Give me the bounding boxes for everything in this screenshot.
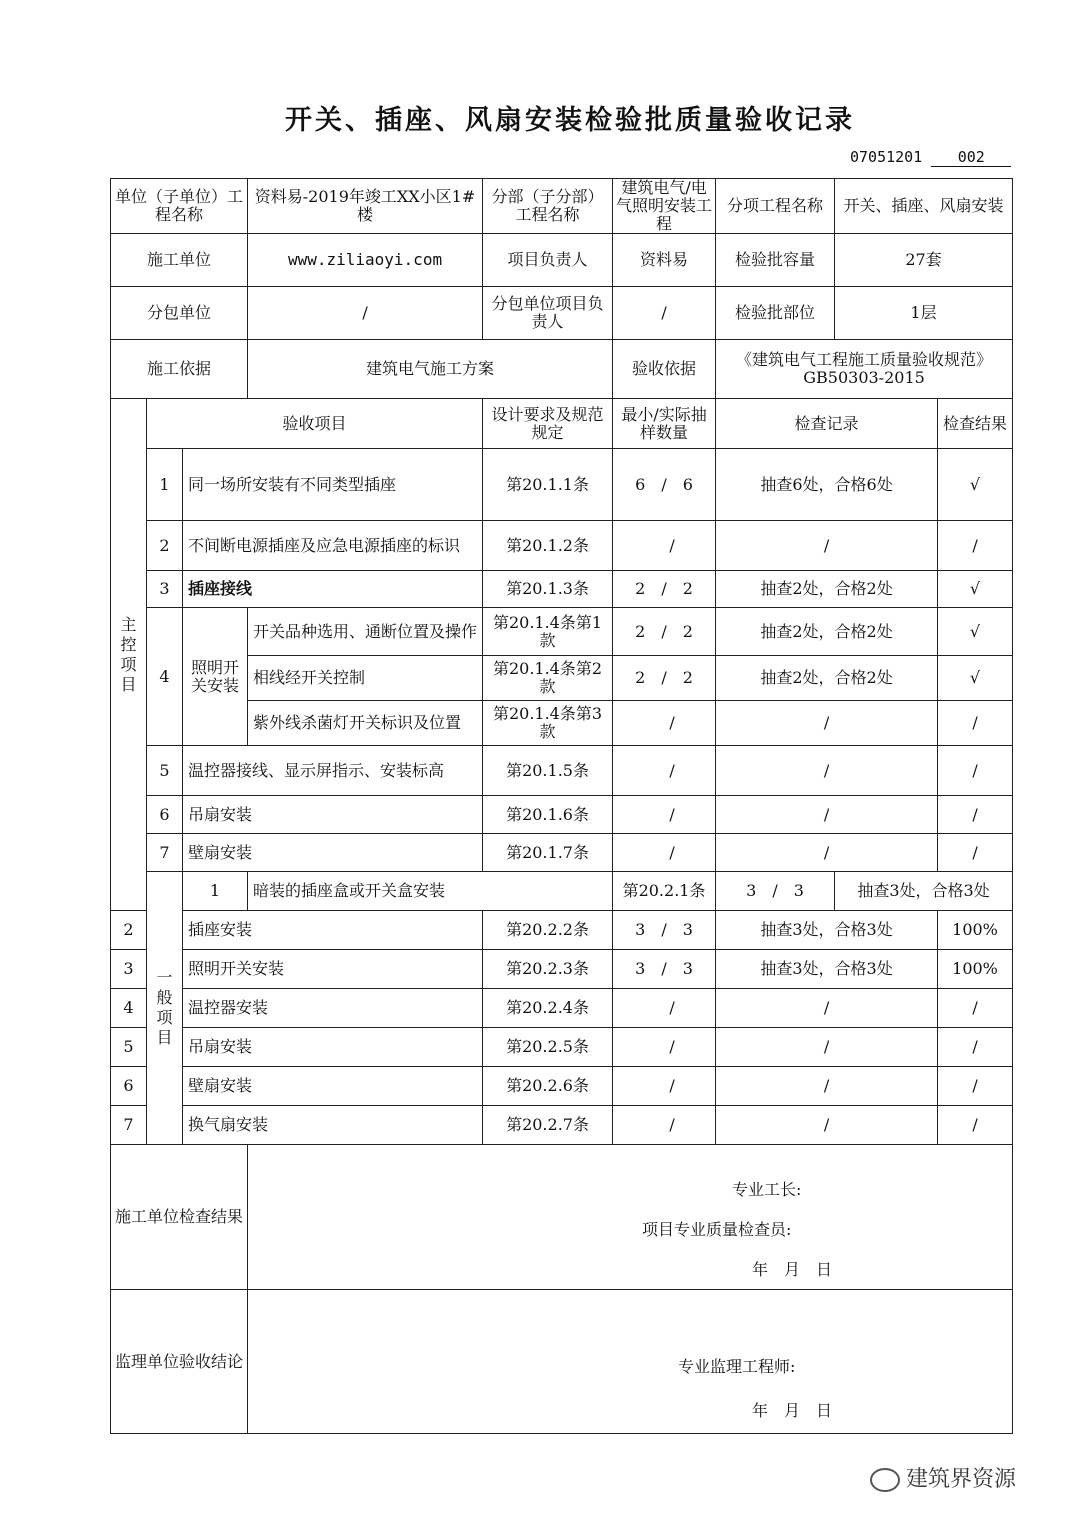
row-item-name: 吊扇安装 — [183, 796, 483, 834]
row-sample — [613, 608, 716, 656]
row-spec: 第20.1.4条第3款 — [483, 701, 613, 746]
contractor-value: www.ziliaoyi.com — [248, 234, 483, 287]
subdivision-value: 建筑电气/电气照明安装工程 — [613, 179, 716, 234]
sample-sep: / — [669, 760, 675, 780]
table-row — [111, 449, 1013, 521]
row-subitem-name: 开关品种选用、通断位置及操作 — [248, 608, 483, 656]
doc-serial: 002 — [931, 148, 1011, 167]
table-row — [111, 1106, 1013, 1145]
row-sample — [613, 911, 716, 950]
row-spec: 第20.2.1条 — [613, 872, 716, 911]
row-spec: 第20.1.4条第2款 — [483, 656, 613, 701]
sample-sep: / — [669, 804, 675, 824]
document-number — [850, 148, 1011, 167]
sample-actual: 2 — [682, 621, 693, 641]
sample-sep: / — [669, 1037, 675, 1056]
row-sample — [613, 701, 716, 746]
construction-basis-value: 建筑电气施工方案 — [248, 340, 613, 399]
unit-name-label: 单位（子单位）工程名称 — [111, 179, 248, 234]
row-spec: 第20.1.6条 — [483, 796, 613, 834]
sample-sep: / — [661, 920, 667, 939]
sample-sep: / — [772, 881, 778, 900]
row-item-name: 壁扇安装 — [183, 1067, 483, 1106]
row-item-name: 吊扇安装 — [183, 1028, 483, 1067]
batch-location-value: 1层 — [835, 287, 1013, 340]
row-sample — [613, 950, 716, 989]
sub-pm-value: / — [613, 287, 716, 340]
row-spec: 第20.1.5条 — [483, 746, 613, 796]
project-manager-label: 项目负责人 — [483, 234, 613, 287]
row-record: / — [716, 796, 938, 834]
row-subitem-name: 相线经开关控制 — [248, 656, 483, 701]
main-control-label-cell — [111, 399, 147, 911]
row-result: √ — [938, 656, 1013, 701]
row-item-name: 插座接线 — [183, 571, 483, 608]
sample-actual: 3 — [682, 959, 693, 978]
row-number: 3 — [111, 950, 147, 989]
row-sample — [613, 1106, 716, 1145]
row-result: / — [938, 796, 1013, 834]
supervisor-check-area — [248, 1290, 1013, 1434]
row-record: 抽查2处，合格2处 — [716, 571, 938, 608]
col-header-record: 检查记录 — [716, 399, 938, 449]
row-result: √ — [938, 449, 1013, 521]
sample-min: 3 — [635, 920, 646, 939]
table-row — [111, 950, 1013, 989]
batch-location-label: 检验批部位 — [716, 287, 835, 340]
row-number: 3 — [147, 571, 183, 608]
row-result: 100% — [938, 911, 1013, 950]
sample-sep: / — [661, 474, 667, 494]
sample-actual: 2 — [682, 579, 693, 598]
acceptance-basis-label: 验收依据 — [613, 340, 716, 399]
row-result: √ — [938, 571, 1013, 608]
row-result: / — [938, 834, 1013, 872]
sample-actual: 2 — [682, 668, 693, 687]
row-record: 抽查2处，合格2处 — [716, 656, 938, 701]
row-number: 1 — [183, 872, 248, 911]
foreman-signature-label: 专业工长: — [732, 1180, 802, 1199]
subdivision-label: 分部（子分部）工程名称 — [483, 179, 613, 234]
sample-sep: / — [669, 1076, 675, 1095]
table-row — [111, 872, 1013, 911]
row-spec: 第20.2.7条 — [483, 1106, 613, 1145]
header-row-1 — [111, 179, 1013, 234]
sample-sep: / — [661, 668, 667, 687]
table-row — [111, 911, 1013, 950]
supervisor-date: 年 月 日 — [752, 1401, 833, 1420]
sample-actual: 6 — [682, 474, 693, 494]
sample-min: 2 — [635, 579, 646, 598]
row-result: √ — [938, 608, 1013, 656]
row-record: 抽查6处，合格6处 — [716, 449, 938, 521]
row-group-name: 照明开关安装 — [183, 608, 248, 746]
row-item-name: 插座安装 — [183, 911, 483, 950]
subcontractor-value: / — [248, 287, 483, 340]
row-record: 抽查3处，合格3处 — [716, 950, 938, 989]
header-row-3 — [111, 287, 1013, 340]
row-result: / — [938, 1067, 1013, 1106]
row-number: 7 — [111, 1106, 147, 1145]
supervisor-check-row — [111, 1290, 1013, 1434]
table-row — [111, 989, 1013, 1028]
project-manager-value: 资料易 — [613, 234, 716, 287]
row-number: 1 — [147, 449, 183, 521]
sample-sep: / — [669, 713, 675, 732]
row-number: 4 — [147, 608, 183, 746]
row-record: / — [716, 521, 938, 571]
row-sample — [613, 449, 716, 521]
row-record: 抽查3处，合格3处 — [716, 911, 938, 950]
table-row — [111, 1067, 1013, 1106]
batch-capacity-label: 检验批容量 — [716, 234, 835, 287]
header-row-4 — [111, 340, 1013, 399]
sample-sep: / — [661, 579, 667, 598]
row-spec: 第20.2.2条 — [483, 911, 613, 950]
row-number: 5 — [111, 1028, 147, 1067]
unit-name-value: 资料易-2019年竣工XX小区1#楼 — [248, 179, 483, 234]
table-row — [111, 746, 1013, 796]
row-number: 4 — [111, 989, 147, 1028]
row-number: 6 — [111, 1067, 147, 1106]
row-item-name: 壁扇安装 — [183, 834, 483, 872]
row-record: / — [716, 701, 938, 746]
page-title: 开关、插座、风扇安装检验批质量验收记录 — [285, 105, 855, 136]
table-row — [111, 608, 1013, 656]
row-record: 抽查2处，合格2处 — [716, 608, 938, 656]
watermark-text: 建筑界资源 — [906, 1467, 1017, 1492]
row-record: / — [716, 1028, 938, 1067]
col-header-sample: 最小/实际抽样数量 — [613, 399, 716, 449]
row-spec: 第20.1.2条 — [483, 521, 613, 571]
row-record: / — [716, 1106, 938, 1145]
row-item-name: 暗装的插座盒或开关盒安装 — [248, 872, 613, 911]
row-result: 100% — [938, 950, 1013, 989]
row-sample — [613, 834, 716, 872]
watermark — [870, 1462, 1016, 1493]
row-record: / — [716, 1067, 938, 1106]
item-name-label: 分项工程名称 — [716, 179, 835, 234]
contractor-check-area — [248, 1145, 1013, 1290]
row-subitem-name: 紫外线杀菌灯开关标识及位置 — [248, 701, 483, 746]
sample-sep: / — [669, 998, 675, 1017]
row-result: / — [938, 1106, 1013, 1145]
table-row — [111, 796, 1013, 834]
row-spec: 第20.2.5条 — [483, 1028, 613, 1067]
acceptance-basis-value: 《建筑电气工程施工质量验收规范》GB50303-2015 — [716, 340, 1013, 399]
contractor-label: 施工单位 — [111, 234, 248, 287]
row-record: / — [716, 989, 938, 1028]
row-record: / — [716, 746, 938, 796]
row-result: / — [938, 701, 1013, 746]
row-sample — [716, 872, 835, 911]
supervisor-engineer-label: 专业监理工程师: — [678, 1357, 796, 1376]
sample-actual: 3 — [682, 920, 693, 939]
doc-code: 07051201 — [850, 148, 923, 166]
supervisor-check-label: 监理单位验收结论 — [111, 1290, 248, 1434]
row-number: 2 — [111, 911, 147, 950]
row-item-name: 温控器接线、显示屏指示、安装标高 — [183, 746, 483, 796]
sample-min: 3 — [746, 881, 757, 900]
row-sample — [613, 1028, 716, 1067]
row-sample — [613, 989, 716, 1028]
header-row-2 — [111, 234, 1013, 287]
row-spec: 第20.2.3条 — [483, 950, 613, 989]
sample-sep: / — [661, 959, 667, 978]
row-spec: 第20.1.4条第1款 — [483, 608, 613, 656]
row-record: 抽查3处，合格3处 — [835, 872, 1013, 911]
wechat-icon — [870, 1468, 900, 1492]
row-number: 6 — [147, 796, 183, 834]
sample-sep: / — [669, 842, 675, 862]
row-number: 2 — [147, 521, 183, 571]
sample-min: 3 — [635, 959, 646, 978]
construction-basis-label: 施工依据 — [111, 340, 248, 399]
row-record: / — [716, 834, 938, 872]
sample-actual: 3 — [793, 881, 804, 900]
column-header-row — [111, 399, 1013, 449]
item-name-value: 开关、插座、风扇安装 — [835, 179, 1013, 234]
col-header-item: 验收项目 — [147, 399, 483, 449]
table-row — [111, 1028, 1013, 1067]
inspector-signature-label: 项目专业质量检查员: — [642, 1220, 792, 1239]
row-result: / — [938, 989, 1013, 1028]
general-label-cell — [147, 872, 183, 1145]
row-spec: 第20.2.6条 — [483, 1067, 613, 1106]
row-spec: 第20.2.4条 — [483, 989, 613, 1028]
table-row — [111, 834, 1013, 872]
row-item-name: 照明开关安装 — [183, 950, 483, 989]
row-sample — [613, 796, 716, 834]
contractor-check-row — [111, 1145, 1013, 1290]
row-result: / — [938, 521, 1013, 571]
inspection-form — [110, 178, 1013, 1434]
row-sample — [613, 656, 716, 701]
row-result: / — [938, 746, 1013, 796]
table-row — [111, 571, 1013, 608]
col-header-result: 检查结果 — [938, 399, 1013, 449]
main-control-label: 主控项目 — [120, 614, 137, 694]
row-number: 7 — [147, 834, 183, 872]
row-item-name: 同一场所安装有不同类型插座 — [183, 449, 483, 521]
row-sample — [613, 1067, 716, 1106]
row-spec: 第20.1.1条 — [483, 449, 613, 521]
row-item-name: 不间断电源插座及应急电源插座的标识 — [183, 521, 483, 571]
sample-sep: / — [661, 621, 667, 641]
general-label: 一般项目 — [156, 968, 173, 1047]
row-item-name: 温控器安装 — [183, 989, 483, 1028]
sample-sep: / — [669, 535, 675, 555]
contractor-date: 年 月 日 — [752, 1260, 833, 1279]
subcontractor-label: 分包单位 — [111, 287, 248, 340]
row-result: / — [938, 1028, 1013, 1067]
table-row — [111, 521, 1013, 571]
row-sample — [613, 521, 716, 571]
row-spec: 第20.1.3条 — [483, 571, 613, 608]
sample-sep: / — [669, 1115, 675, 1134]
col-header-spec: 设计要求及规范规定 — [483, 399, 613, 449]
row-sample — [613, 571, 716, 608]
row-item-name: 换气扇安装 — [183, 1106, 483, 1145]
sample-min: 2 — [635, 668, 646, 687]
batch-capacity-value: 27套 — [835, 234, 1013, 287]
sample-min: 2 — [635, 621, 646, 641]
row-spec: 第20.1.7条 — [483, 834, 613, 872]
row-number: 5 — [147, 746, 183, 796]
row-sample — [613, 746, 716, 796]
sub-pm-label: 分包单位项目负责人 — [483, 287, 613, 340]
sample-min: 6 — [635, 474, 646, 494]
contractor-check-label: 施工单位检查结果 — [111, 1145, 248, 1290]
